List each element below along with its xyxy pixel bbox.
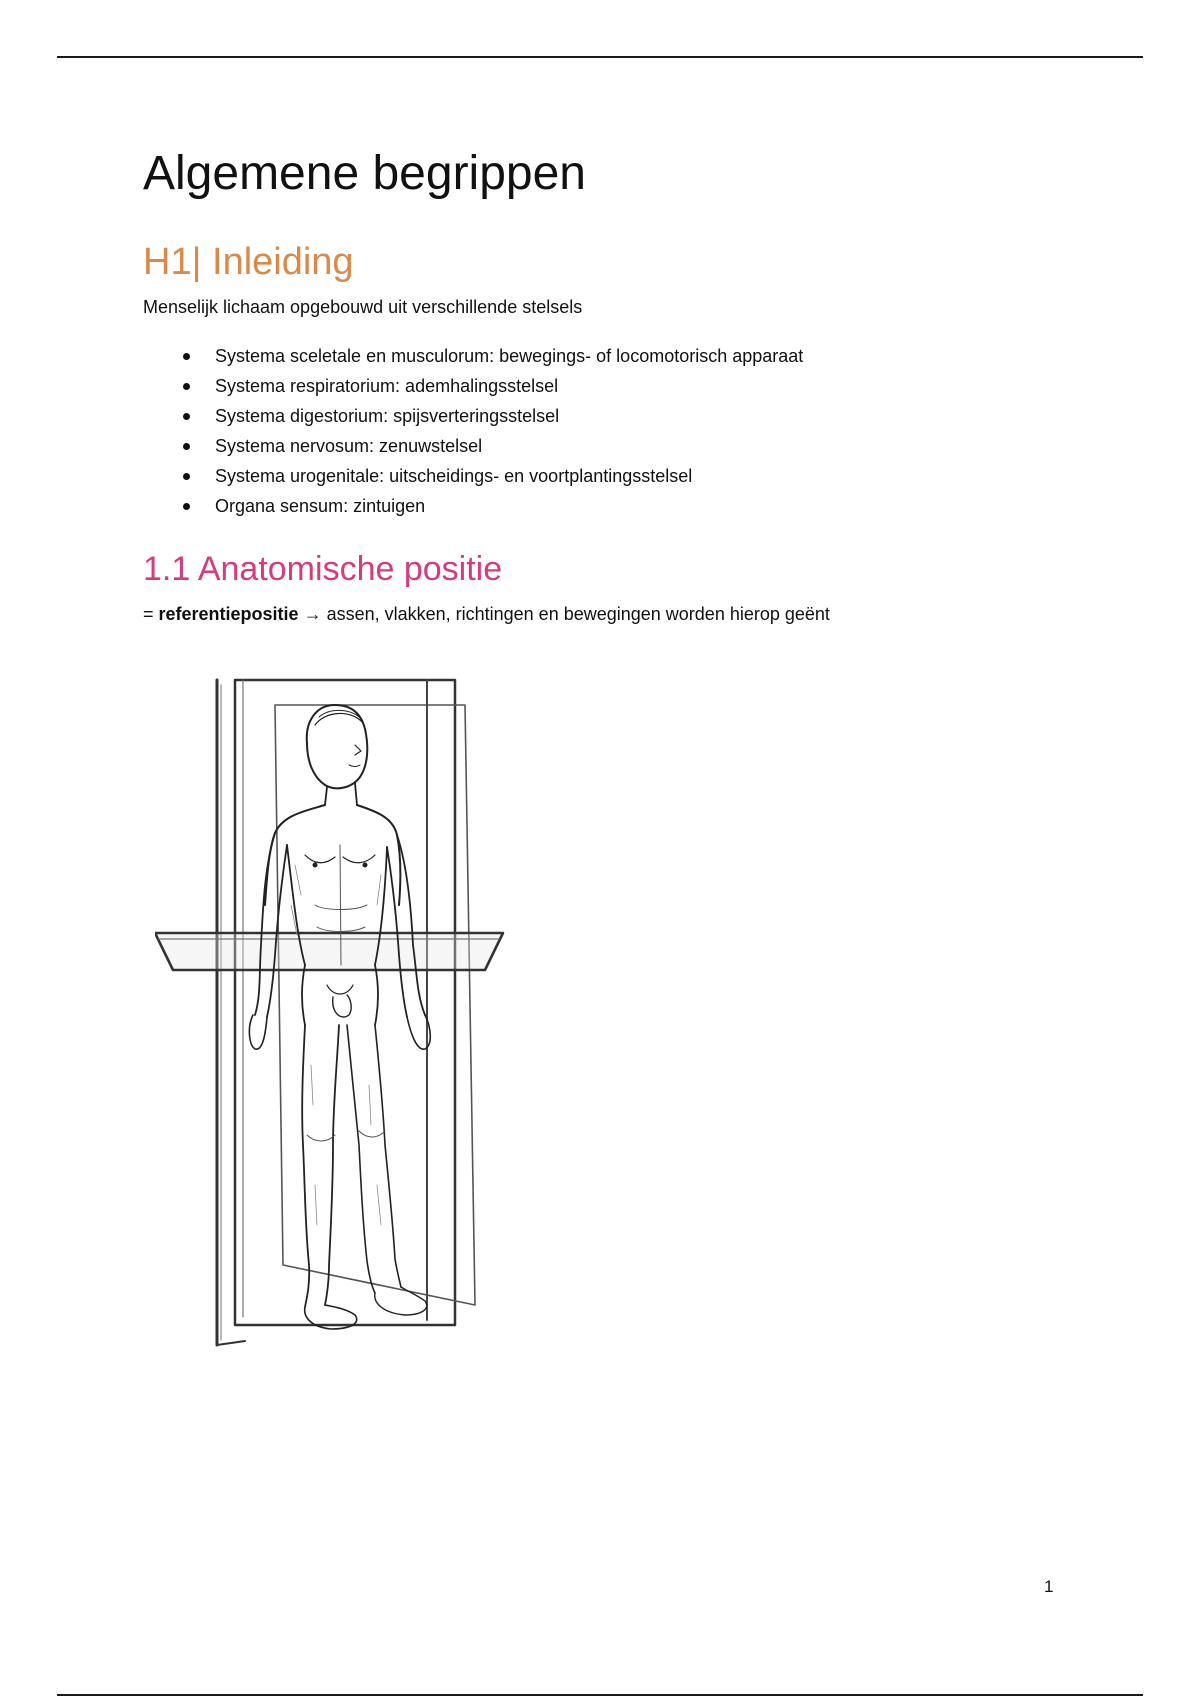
anatomical-planes-figure [155,665,535,1355]
definition-term: referentiepositie [158,604,299,624]
document-title: Algemene begrippen [143,147,586,200]
list-item: Organa sensum: zintuigen [143,491,803,521]
section-heading: 1.1 Anatomische positie [143,550,503,588]
definition-prefix: = [143,604,159,624]
chapter-heading: H1| Inleiding [143,241,354,283]
page-number: 1 [1044,1577,1054,1596]
list-item: Systema digestorium: spijsverteringsstelsel [143,401,803,431]
definition-text: → assen, vlakken, richtingen en bewegingen worden hierop geënt [298,604,830,624]
list-item: Systema nervosum: zenuwstelsel [143,431,803,461]
list-item: Systema urogenitale: uitscheidings- en voortplantingsstelsel [143,461,803,491]
header-rule [57,56,1143,58]
list-item: Systema sceletale en musculorum: bewegings- of locomotorisch apparaat [143,341,803,371]
chapter-intro: Menselijk lichaam opgebouwd uit verschillende stelsels [143,297,583,317]
footer-rule [57,1694,1143,1696]
systems-list [143,341,803,521]
definition-line [143,604,830,626]
list-item: Systema respiratorium: ademhalingsstelsel [143,371,803,401]
